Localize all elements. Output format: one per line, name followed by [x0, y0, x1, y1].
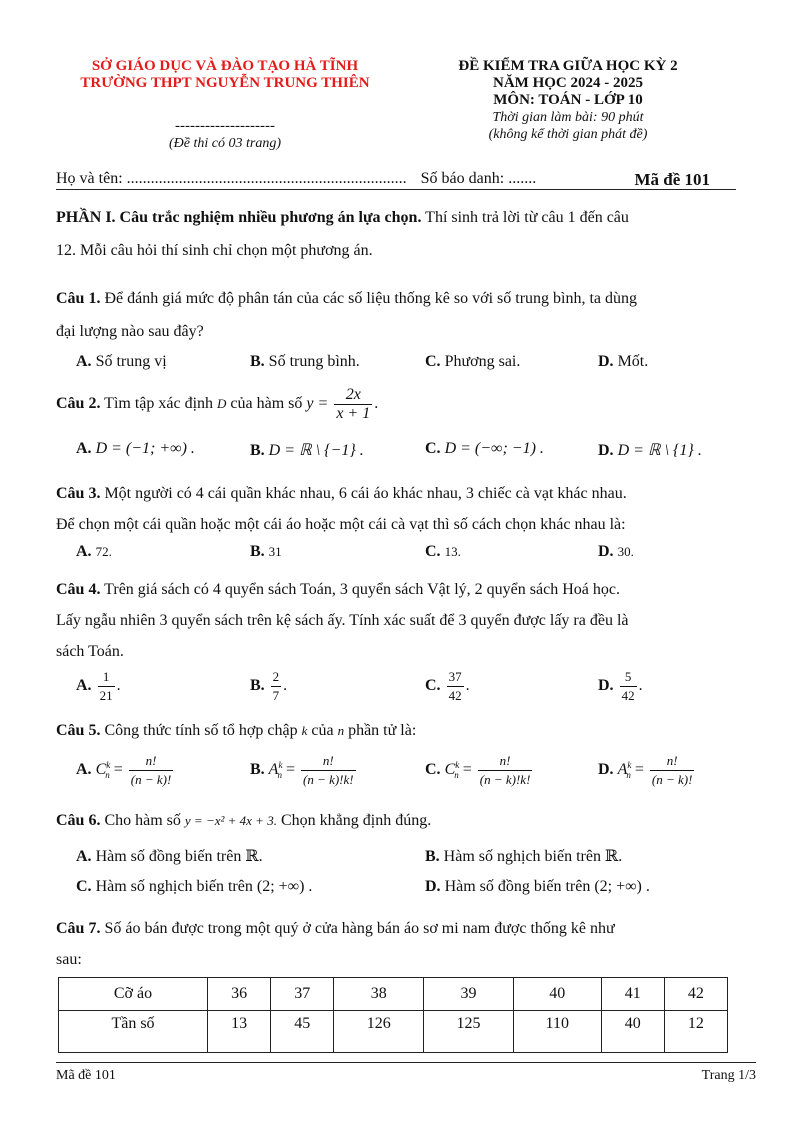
table-cell: Cỡ áo: [59, 978, 208, 1011]
q3-option-d[interactable]: D. 30.: [598, 543, 634, 560]
q1-label: Câu 1.: [56, 290, 101, 307]
table-cell: 41: [601, 978, 664, 1011]
name-field: Họ và tên: ......................................................................: [56, 170, 407, 187]
q5-option-c[interactable]: C. $C^k_n$ = $\frac{n!}{(n - k)!k!}$: [425, 753, 531, 787]
footer-exam-code: Mã đề 101: [56, 1068, 116, 1083]
q3-option-b[interactable]: B. 31: [250, 543, 282, 560]
q5-label: Câu 5.: [56, 722, 101, 739]
page-number: Trang 1/3: [701, 1068, 756, 1083]
table-cell: Tần số: [59, 1011, 208, 1053]
school-year: NĂM HỌC 2024 - 2025: [493, 75, 643, 91]
table-cell: 12: [664, 1011, 727, 1053]
table-cell: 125: [424, 1011, 514, 1053]
table-cell: 40: [513, 978, 601, 1011]
question-5: Câu 5. Công thức tính số tổ hợp chập k của n phần tử là:: [56, 722, 417, 739]
table-cell: 36: [208, 978, 271, 1011]
q3-label: Câu 3.: [56, 485, 101, 502]
footer: [56, 1068, 756, 1084]
exam-time-note: (không kể thời gian phát đề): [488, 127, 648, 142]
q1-option-d[interactable]: D. Mốt.: [598, 353, 649, 370]
part1-text1: Thí sinh trả lời từ câu 1 đến câu: [421, 209, 629, 226]
q5-options: [76, 752, 756, 796]
q4-label: Câu 4.: [56, 581, 101, 598]
question-2: Câu 2. Tìm tập xác định D của hàm số y = $\frac{2x}{x + 1}$ .: [56, 386, 379, 422]
student-info-row: [56, 170, 736, 188]
q4-options: [76, 668, 756, 708]
q5-option-d[interactable]: D. $A^k_n$ = $\frac{n!}{(n - k)!}$: [598, 753, 693, 787]
question-7: Câu 7. Số áo bán được trong một quý ở cửa hàng bán áo sơ mi nam được thống kê như sau:: [56, 920, 615, 968]
q7-label: Câu 7.: [56, 920, 101, 937]
q1-text: Để đánh giá mức độ phân tán của các số liệu thống kê so với số trung bình, ta dùng: [100, 290, 638, 307]
question-6: Câu 6. Cho hàm số y = −x² + 4x + 3. Chọn khẳng định đúng.: [56, 812, 432, 829]
q1-option-b[interactable]: B. Số trung bình.: [250, 353, 360, 370]
q1-option-a[interactable]: A. Số trung vị: [76, 353, 167, 370]
q4-option-d[interactable]: D. $\frac{5}{42}$ .: [598, 669, 643, 703]
pages-note: (Đề thi có 03 trang): [169, 136, 281, 151]
table-cell: 110: [513, 1011, 601, 1053]
part1-intro: [56, 201, 740, 267]
q3-option-c[interactable]: C. 13.: [425, 543, 461, 560]
candidate-number-field: Số báo danh: .......: [420, 170, 537, 187]
subject: MÔN: TOÁN - LỚP 10: [493, 92, 643, 108]
footer-divider: [56, 1062, 756, 1063]
q1-options: [76, 353, 756, 387]
table-cell: 126: [334, 1011, 424, 1053]
header-right: [418, 58, 718, 143]
table-cell: 42: [664, 978, 727, 1011]
frequency-table: [58, 977, 728, 1053]
q2-options: [76, 440, 756, 474]
table-row: [59, 978, 728, 1011]
q6-label: Câu 6.: [56, 812, 101, 829]
exam-title: ĐỀ KIỂM TRA GIỮA HỌC KỲ 2: [458, 58, 678, 74]
department-name: SỞ GIÁO DỤC VÀ ĐÀO TẠO HÀ TĨNH: [91, 58, 359, 74]
q6-option-d[interactable]: D. Hàm số đồng biến trên (2; +∞) .: [425, 878, 650, 895]
q6-option-a[interactable]: A. Hàm số đồng biến trên ℝ.: [76, 848, 263, 865]
part1-title: PHẦN I. Câu trắc nghiệm nhiều phương án lựa chọn.: [56, 209, 422, 226]
q5-option-b[interactable]: B. $A^k_n$ = $\frac{n!}{(n - k)!k!}$: [250, 753, 354, 787]
table-cell: 37: [271, 978, 334, 1011]
table-cell: 13: [208, 1011, 271, 1053]
header-divider: --------------------: [175, 118, 275, 134]
school-name: TRƯỜNG THPT NGUYỄN TRUNG THIÊN: [80, 75, 370, 91]
q2-fraction: $\frac{2x}{x + 1}$: [336, 386, 371, 422]
table-cell: 45: [271, 1011, 334, 1053]
q4-option-c[interactable]: C. $\frac{37}{42}$ .: [425, 669, 470, 703]
q3-options: [76, 543, 756, 577]
q6-options-row1: [76, 846, 756, 880]
q2-option-b[interactable]: B. D = ℝ \ {−1} .: [250, 442, 364, 459]
q2-option-a[interactable]: A. D = (−1; +∞) .: [76, 440, 195, 457]
table-cell: 38: [334, 978, 424, 1011]
q6-option-b[interactable]: B. Hàm số nghịch biến trên ℝ.: [425, 848, 623, 865]
q5-option-a[interactable]: A. $C^k_n$ = $\frac{n!}{(n - k)!}$: [76, 753, 172, 787]
header-left: [40, 58, 410, 152]
q1-text-2: đại lượng nào sau đây?: [56, 323, 204, 340]
q4-option-a[interactable]: A. $\frac{1}{21}$ .: [76, 669, 121, 703]
q2-option-d[interactable]: D. D = ℝ \ {1} .: [598, 442, 702, 459]
q3-option-a[interactable]: A. 72.: [76, 543, 112, 560]
q2-option-c[interactable]: C. D = (−∞; −1) .: [425, 440, 544, 457]
question-1: [56, 282, 740, 348]
table-cell: 40: [601, 1011, 664, 1053]
question-3: Câu 3. Một người có 4 cái quần khác nhau, 6 cái áo khác nhau, 3 chiếc cà vạt khác nhau. Để chọn một cái quần hoặc một cái áo hoặc một cái cà vạt thì số cách chọn khác nhau là:: [56, 485, 627, 533]
table-row: [59, 1011, 728, 1053]
q1-option-c[interactable]: C. Phương sai.: [425, 353, 521, 370]
exam-code: Mã đề 101: [634, 170, 710, 189]
question-4: Câu 4. Trên giá sách có 4 quyển sách Toán, 3 quyển sách Vật lý, 2 quyển sách Hoá học. Lấy ngẫu nhiên 3 quyển sách trên kệ sách ấy. Tính xác suất để 3 quyển được lấy ra đều là sách Toán.: [56, 581, 629, 660]
q6-options-row2: [76, 878, 756, 912]
q6-option-c[interactable]: C. Hàm số nghịch biến trên (2; +∞) .: [76, 878, 313, 895]
part1-text2: 12. Mỗi câu hỏi thí sinh chỉ chọn một phương án.: [56, 242, 373, 259]
table-cell: 39: [424, 978, 514, 1011]
info-divider: [56, 189, 736, 190]
q4-option-b[interactable]: B. $\frac{2}{7}$ .: [250, 669, 288, 703]
q2-label: Câu 2.: [56, 395, 101, 413]
exam-time: Thời gian làm bài: 90 phút: [492, 110, 644, 125]
